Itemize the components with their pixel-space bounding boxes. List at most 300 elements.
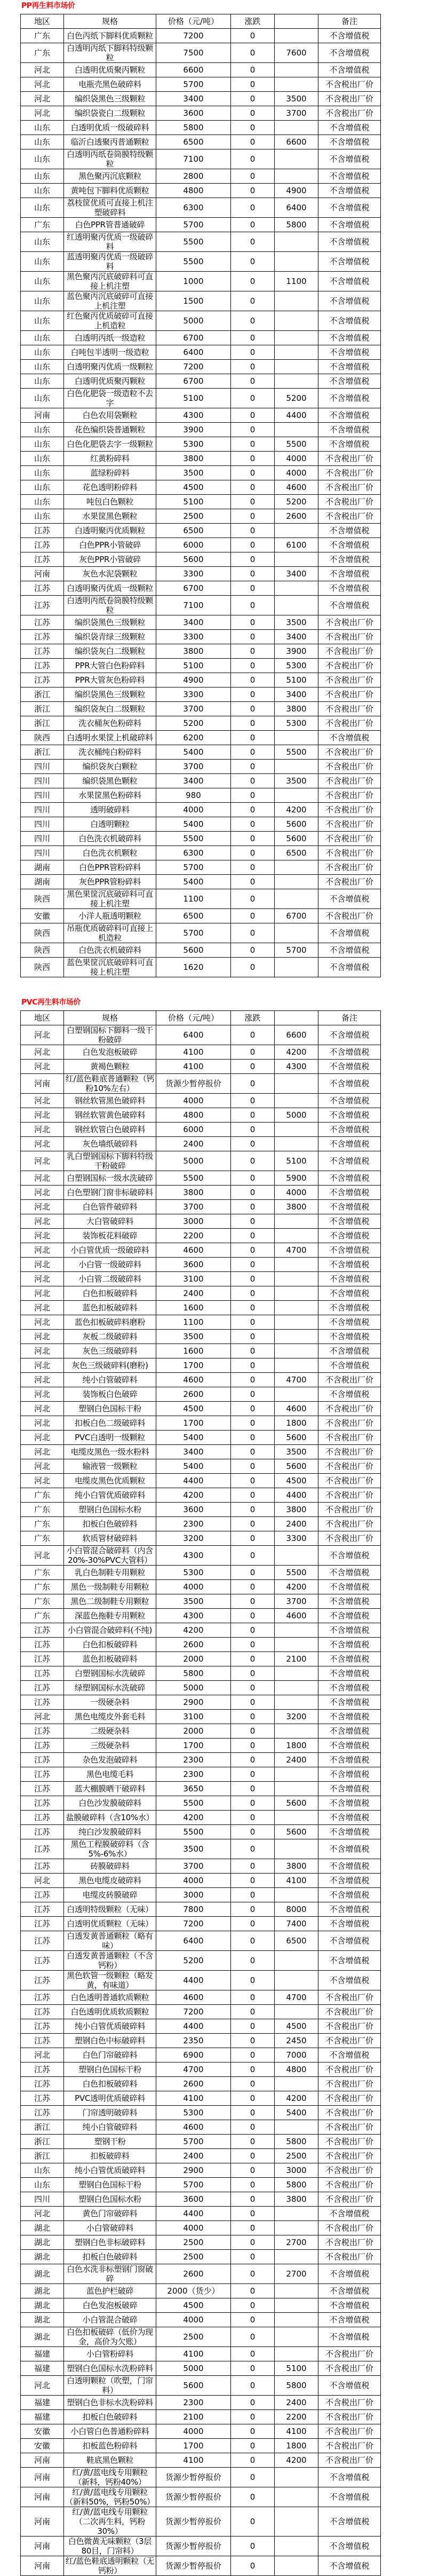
cell-price-high: [275, 2327, 318, 2347]
table-row: [21, 1151, 381, 1171]
cell-note: 不含税出厂价: [318, 2149, 381, 2163]
cell-note: 不含税出厂价: [318, 2453, 381, 2468]
cell-price-high: [275, 889, 318, 909]
cell-change: 0: [231, 1739, 275, 1753]
cell-spec: 红/蓝色鞋底普通颗粒（钙粉10%左右）: [64, 1074, 156, 1094]
table-row: [21, 480, 381, 495]
table-row: [21, 2556, 381, 2576]
cell-region: 河北: [21, 106, 64, 121]
cell-price-high: [275, 291, 318, 311]
table-row: [21, 2507, 381, 2537]
cell-note: 不含税出厂价: [318, 760, 381, 774]
table-row: [21, 169, 381, 184]
cell-change: 0: [231, 184, 275, 198]
table-row: [21, 2264, 381, 2284]
cell-price: 5500: [156, 1825, 231, 1839]
cell-note: 不含增值税: [318, 43, 381, 63]
cell-note: 不含税出厂价: [318, 1517, 381, 1531]
table-row: [21, 1474, 381, 1488]
table-row: [21, 1874, 381, 1888]
cell-price-high: 2400: [275, 2396, 318, 2410]
table-row: [21, 817, 381, 832]
cell-spec: 洗衣桶灰色粉碎料: [64, 716, 156, 731]
table-row: [21, 1931, 381, 1951]
cell-change: 0: [231, 2507, 275, 2537]
cell-change: 0: [231, 2264, 275, 2284]
cell-note: 不含税出厂价: [318, 452, 381, 466]
cell-note: 不含增值税: [318, 2327, 381, 2347]
cell-region: 河北: [21, 1330, 64, 1344]
cell-price-high: 5100: [275, 673, 318, 688]
table-row: [21, 803, 381, 817]
cell-note: 不含增值税: [318, 1566, 381, 1580]
cell-note: 不含税出厂价: [318, 480, 381, 495]
cell-region: 山东: [21, 480, 64, 495]
cell-spec: 灰色水泥袋颗粒: [64, 567, 156, 581]
table-row: [21, 846, 381, 860]
cell-price-high: 3500: [275, 1445, 318, 1459]
cell-price-high: [275, 1971, 318, 1990]
cell-price: 3400: [156, 1445, 231, 1459]
cell-spec: 白色农用袋颗粒: [64, 408, 156, 423]
cell-price: 5200: [156, 716, 231, 731]
cell-note: 不含增值税: [318, 2298, 381, 2313]
cell-note: 不含增值税: [318, 1315, 381, 1330]
cell-change: 0: [231, 1594, 275, 1609]
cell-price: 5500: [156, 1796, 231, 1811]
cell-change: 0: [231, 1695, 275, 1710]
cell-price-high: [275, 121, 318, 135]
table-row: [21, 1811, 381, 1825]
cell-note: 不含增值税: [318, 1094, 381, 1108]
cell-price-high: [275, 923, 318, 943]
cell-region: 安徽: [21, 2424, 64, 2439]
cell-change: 0: [231, 2424, 275, 2439]
cell-region: 江苏: [21, 1695, 64, 1710]
cell-spec: 电缆皮砖膜破碎: [64, 1888, 156, 1902]
cell-price: 3200: [156, 1531, 231, 1546]
cell-spec: 吨包白色颗粒: [64, 495, 156, 509]
cell-spec: 白透明聚丙优质颗粒: [64, 524, 156, 538]
cell-change: 0: [231, 596, 275, 615]
cell-change: 0: [231, 1301, 275, 1315]
cell-price: 2900: [156, 1695, 231, 1710]
cell-spec: 红/蓝色鞋底透明颗粒（无钙粉）: [64, 2556, 156, 2576]
cell-change: 0: [231, 731, 275, 745]
cell-price-high: 4100: [275, 2424, 318, 2439]
cell-price-high: 3000: [275, 2163, 318, 2178]
cell-price-high: [275, 1681, 318, 1695]
cell-spec: 小白管白色普通粉碎料: [64, 2424, 156, 2439]
cell-spec: 纯小白管破碎料: [64, 1373, 156, 1387]
cell-change: 0: [231, 923, 275, 943]
cell-price-high: 5600: [275, 817, 318, 832]
cell-region: 山东: [21, 311, 64, 331]
cell-price-high: 4800: [275, 2063, 318, 2077]
cell-change: 0: [231, 2361, 275, 2376]
cell-price-high: [275, 2347, 318, 2361]
cell-note: 不含税出厂价: [318, 846, 381, 860]
cell-price: 4400: [156, 2207, 231, 2221]
cell-price-high: 3500: [275, 615, 318, 630]
cell-spec: 白塑钢国标一级水洗破碎: [64, 1171, 156, 1186]
cell-price-high: 6400: [275, 198, 318, 218]
cell-spec: 白透明颗粒: [64, 817, 156, 832]
cell-price-high: 2700: [275, 2235, 318, 2250]
table-row: [21, 331, 381, 345]
cell-change: 0: [231, 1681, 275, 1695]
cell-note: 不含增值税: [318, 184, 381, 198]
table-row: [21, 495, 381, 509]
table-row: [21, 291, 381, 311]
cell-change: 0: [231, 408, 275, 423]
cell-price: 6000: [156, 1123, 231, 1137]
cell-change: 0: [231, 29, 275, 43]
cell-spec: 白色化肥袋去字一级颗粒: [64, 437, 156, 452]
table-row: [21, 1990, 381, 2005]
cell-spec: 白透明水果筐上机破碎料: [64, 731, 156, 745]
cell-change: 0: [231, 1917, 275, 1931]
cell-region: 湖北: [21, 2284, 64, 2298]
cell-price: 1700: [156, 1358, 231, 1373]
cell-change: 0: [231, 331, 275, 345]
cell-price-high: [275, 1811, 318, 1825]
cell-note: 不含税出厂价: [318, 2063, 381, 2077]
cell-note: 不含税出厂价: [318, 509, 381, 524]
col-header-region: 地区: [21, 14, 64, 29]
cell-region: 河南: [21, 1074, 64, 1094]
table-row: [21, 2005, 381, 2019]
cell-change: 0: [231, 2556, 275, 2576]
cell-price: 6400: [156, 1931, 231, 1951]
cell-region: 山东: [21, 509, 64, 524]
cell-price: 5000: [156, 1681, 231, 1695]
cell-price: 6500: [156, 909, 231, 923]
cell-note: 不含税出厂价: [318, 1474, 381, 1488]
cell-note: 不含税出厂价: [318, 2077, 381, 2091]
cell-region: 江苏: [21, 1652, 64, 1666]
cell-price: 5400: [156, 875, 231, 889]
cell-change: 0: [231, 1373, 275, 1387]
cell-region: 江苏: [21, 1859, 64, 1874]
cell-spec: 黄吨包下脚料优质颗粒: [64, 184, 156, 198]
cell-price: 5700: [156, 923, 231, 943]
cell-spec: 纯小白管优质破碎料: [64, 1488, 156, 1503]
cell-change: 0: [231, 1459, 275, 1474]
pvc-section-title: PVC再生料市场价: [21, 998, 81, 1007]
cell-note: 不含增值税: [318, 2537, 381, 2556]
cell-price: 4000: [156, 1094, 231, 1108]
table-row: [21, 437, 381, 452]
cell-region: 山东: [21, 389, 64, 408]
cell-price: 4000: [156, 1580, 231, 1594]
cell-note: 不含税出厂价: [318, 745, 381, 760]
cell-region: 河北: [21, 1060, 64, 1074]
table-row: [21, 1301, 381, 1315]
cell-region: 河北: [21, 1214, 64, 1229]
cell-change: 0: [231, 1753, 275, 1767]
cell-price: 4100: [156, 2347, 231, 2361]
cell-change: 0: [231, 452, 275, 466]
cell-price: 7200: [156, 2005, 231, 2019]
cell-change: 0: [231, 788, 275, 803]
cell-change: 0: [231, 2313, 275, 2327]
cell-spec: 编织袋黑色三级颗粒: [64, 615, 156, 630]
cell-spec: 白透明丙纸一级造粒: [64, 331, 156, 345]
cell-region: 河北: [21, 1315, 64, 1330]
cell-spec: 乳白塑钢国标下脚料特级干粉破碎: [64, 1151, 156, 1171]
table-row: [21, 252, 381, 272]
cell-spec: 小白管混合破碎料（内含20%-30%PVC大管料）: [64, 1546, 156, 1566]
cell-price-high: [275, 581, 318, 596]
cell-spec: 电缆皮黑色优质颗粒: [64, 1474, 156, 1488]
cell-region: 河北: [21, 1445, 64, 1459]
cell-price-high: [275, 1638, 318, 1652]
cell-price-high: 5900: [275, 1171, 318, 1186]
cell-spec: PVC白透明一级颗粒: [64, 1431, 156, 1445]
table-row: [21, 1951, 381, 1971]
table-row: [21, 2063, 381, 2077]
cell-spec: 水果筐黑色粉碎料: [64, 788, 156, 803]
cell-spec: 钢丝软管黄色破碎料: [64, 1108, 156, 1123]
table-row: [21, 1200, 381, 1214]
cell-change: 0: [231, 1971, 275, 1990]
cell-note: 不含增值税: [318, 567, 381, 581]
table-row: [21, 2221, 381, 2235]
table-row: [21, 1214, 381, 1229]
cell-note: 不含税出厂价: [318, 2163, 381, 2178]
table-row: [21, 1402, 381, 1416]
cell-region: 河北: [21, 1229, 64, 1243]
table-row: [21, 860, 381, 875]
cell-note: 不含增值税: [318, 581, 381, 596]
cell-price: 1100: [156, 1315, 231, 1330]
cell-region: 广东: [21, 29, 64, 43]
cell-price: 980: [156, 788, 231, 803]
cell-price-high: [275, 2207, 318, 2221]
cell-change: 0: [231, 77, 275, 92]
cell-spec: 花色透明粉碎料: [64, 480, 156, 495]
table-row: [21, 2135, 381, 2149]
cell-change: 0: [231, 832, 275, 846]
table-row: [21, 1094, 381, 1108]
cell-change: 0: [231, 495, 275, 509]
cell-region: 湖南: [21, 875, 64, 889]
cell-spec: 扣板白色二级破碎料: [64, 1416, 156, 1431]
cell-price-high: [275, 1951, 318, 1971]
table-row: [21, 1580, 381, 1594]
cell-price-high: 5500: [275, 437, 318, 452]
cell-spec: 黄褐色颗粒: [64, 1060, 156, 1074]
cell-price-high: [275, 311, 318, 331]
table-row: [21, 1286, 381, 1301]
cell-spec: 红/黄/蓝电线专用颗粒（二次再生料，钙粉30%）: [64, 2507, 156, 2537]
cell-price: 货源少暂停报价: [156, 2556, 231, 2576]
cell-region: 江苏: [21, 2034, 64, 2048]
cell-note: 不含税出厂价: [318, 817, 381, 832]
table-row: [21, 788, 381, 803]
cell-region: 江苏: [21, 1917, 64, 1931]
col-header-note: 备注: [318, 1011, 381, 1025]
cell-price-high: 5200: [275, 389, 318, 408]
cell-change: 0: [231, 2410, 275, 2424]
cell-spec: 编织袋灰白二级颗粒: [64, 702, 156, 716]
cell-note: 不含税出厂价: [318, 2221, 381, 2235]
cell-change: 0: [231, 1517, 275, 1531]
cell-note: 不含增值税: [318, 2507, 381, 2537]
cell-change: 0: [231, 702, 275, 716]
cell-change: 0: [231, 2250, 275, 2264]
table-row: [21, 2313, 381, 2327]
cell-price-high: [275, 2556, 318, 2576]
cell-change: 0: [231, 1431, 275, 1445]
cell-spec: 钢丝软管黑色破碎料: [64, 1094, 156, 1108]
cell-spec: 杂色发泡破碎料: [64, 1753, 156, 1767]
cell-price: 5800: [156, 1666, 231, 1681]
cell-region: 江苏: [21, 673, 64, 688]
cell-spec: 黑色电缆皮外套毛料: [64, 1710, 156, 1724]
cell-spec: 编织袋黑色三级颗粒: [64, 688, 156, 702]
cell-spec: 扣板白色破碎料: [64, 2410, 156, 2424]
cell-spec: 电缆皮黑色一级水粉料: [64, 1445, 156, 1459]
cell-price-high: 2700: [275, 2264, 318, 2284]
cell-note: 不含增值税: [318, 1917, 381, 1931]
cell-region: 河北: [21, 1151, 64, 1171]
cell-note: 不含增值税: [318, 252, 381, 272]
col-header-change: 涨跌: [231, 1011, 275, 1025]
cell-price: 3500: [156, 466, 231, 480]
table-row: [21, 218, 381, 232]
cell-change: 0: [231, 688, 275, 702]
cell-region: 河北: [21, 2376, 64, 2396]
cell-region: 江苏: [21, 1666, 64, 1681]
cell-price: 4100: [156, 2453, 231, 2468]
cell-spec: 透明破碎料: [64, 803, 156, 817]
cell-spec: 白色透明优质软质颗粒: [64, 2005, 156, 2019]
cell-change: 0: [231, 1108, 275, 1123]
cell-price-high: 5200: [275, 495, 318, 509]
cell-price: 5700: [156, 2135, 231, 2149]
cell-spec: 扣板破碎料: [64, 2149, 156, 2163]
cell-price: 5000: [156, 1151, 231, 1171]
cell-spec: 白透明聚丙优质一级颗粒: [64, 360, 156, 374]
cell-change: 0: [231, 1200, 275, 1214]
cell-price: 3700: [156, 760, 231, 774]
cell-price-high: [275, 423, 318, 437]
cell-region: 山东: [21, 169, 64, 184]
cell-price-high: [275, 360, 318, 374]
cell-note: 不含增值税: [318, 1623, 381, 1638]
cell-change: 0: [231, 1874, 275, 1888]
table-row: [21, 1859, 381, 1874]
cell-price-high: [275, 2537, 318, 2556]
cell-change: 0: [231, 1243, 275, 1258]
cell-region: 湖北: [21, 2221, 64, 2235]
cell-price-high: [275, 331, 318, 345]
cell-price: 2500: [156, 2327, 231, 2347]
cell-spec: 小白管一级破碎料: [64, 1258, 156, 1272]
cell-spec: 黑色二级制鞋专用颗粒: [64, 1594, 156, 1609]
cell-change: 0: [231, 121, 275, 135]
cell-note: 不含增值税: [318, 374, 381, 389]
table-row: [21, 1272, 381, 1286]
cell-price-high: 4700: [275, 1990, 318, 2005]
cell-change: 0: [231, 345, 275, 360]
table-row: [21, 1666, 381, 1681]
cell-region: 陕西: [21, 731, 64, 745]
cell-spec: 大白管破碎料: [64, 1214, 156, 1229]
cell-region: 江苏: [21, 2063, 64, 2077]
cell-region: 陕西: [21, 889, 64, 909]
cell-spec: 小白管混合破碎料(不纯): [64, 1623, 156, 1638]
cell-price: 2000（货少）: [156, 2284, 231, 2298]
table-row: [21, 198, 381, 218]
cell-note: 不含税出厂价: [318, 832, 381, 846]
cell-note: 不含税出厂价: [318, 659, 381, 673]
cell-note: 不含增值税: [318, 1931, 381, 1951]
cell-spec: 扣板白色破碎料: [64, 2250, 156, 2264]
table-row: [21, 1445, 381, 1459]
table-row: [21, 77, 381, 92]
cell-region: 江苏: [21, 1623, 64, 1638]
cell-note: 不含增值税: [318, 1594, 381, 1609]
table-row: [21, 1767, 381, 1782]
cell-change: 0: [231, 860, 275, 875]
cell-change: 0: [231, 1566, 275, 1580]
cell-price-high: 4200: [275, 1045, 318, 1060]
cell-price: 4100: [156, 1060, 231, 1074]
cell-change: 0: [231, 1358, 275, 1373]
cell-region: 山东: [21, 291, 64, 311]
cell-spec: 黑色电缆毛料: [64, 1767, 156, 1782]
cell-note: 不含增值税: [318, 1229, 381, 1243]
cell-spec: 白色PPR管普通破碎: [64, 218, 156, 232]
cell-price: 4000: [156, 2313, 231, 2327]
cell-note: 不含增值税: [318, 1681, 381, 1695]
cell-price: 4600: [156, 1243, 231, 1258]
cell-region: 四川: [21, 788, 64, 803]
cell-price: 3300: [156, 567, 231, 581]
cell-region: 河北: [21, 1200, 64, 1214]
cell-note: 不含税出厂价: [318, 860, 381, 875]
table-row: [21, 29, 381, 43]
cell-region: 山东: [21, 121, 64, 135]
cell-note: 不含税出厂价: [318, 702, 381, 716]
cell-spec: 白透明丙纸卷筒膜特级颗粒: [64, 596, 156, 615]
cell-price-high: [275, 2284, 318, 2298]
cell-change: 0: [231, 1387, 275, 1402]
cell-price-high: 6100: [275, 538, 318, 552]
cell-price: 5700: [156, 218, 231, 232]
table-row: [21, 1753, 381, 1767]
cell-spec: 小白管粉碎料: [64, 2347, 156, 2361]
cell-region: 广东: [21, 1566, 64, 1580]
cell-region: 河南: [21, 2487, 64, 2507]
table-row: [21, 2361, 381, 2376]
table-row: [21, 1638, 381, 1652]
cell-note: 不含增值税: [318, 1609, 381, 1623]
table-row: [21, 2178, 381, 2192]
table-row: [21, 2106, 381, 2120]
cell-note: 不含增值税: [318, 1739, 381, 1753]
cell-note: 不含税出厂价: [318, 1503, 381, 1517]
cell-change: 0: [231, 1652, 275, 1666]
cell-price-high: 4500: [275, 1474, 318, 1488]
cell-price: 7500: [156, 43, 231, 63]
col-header-price: 价格（元/吨）: [156, 1011, 231, 1025]
cell-spec: 荔枝筐优质可直接上机注塑破碎料: [64, 198, 156, 218]
cell-price: 3000: [156, 1214, 231, 1229]
